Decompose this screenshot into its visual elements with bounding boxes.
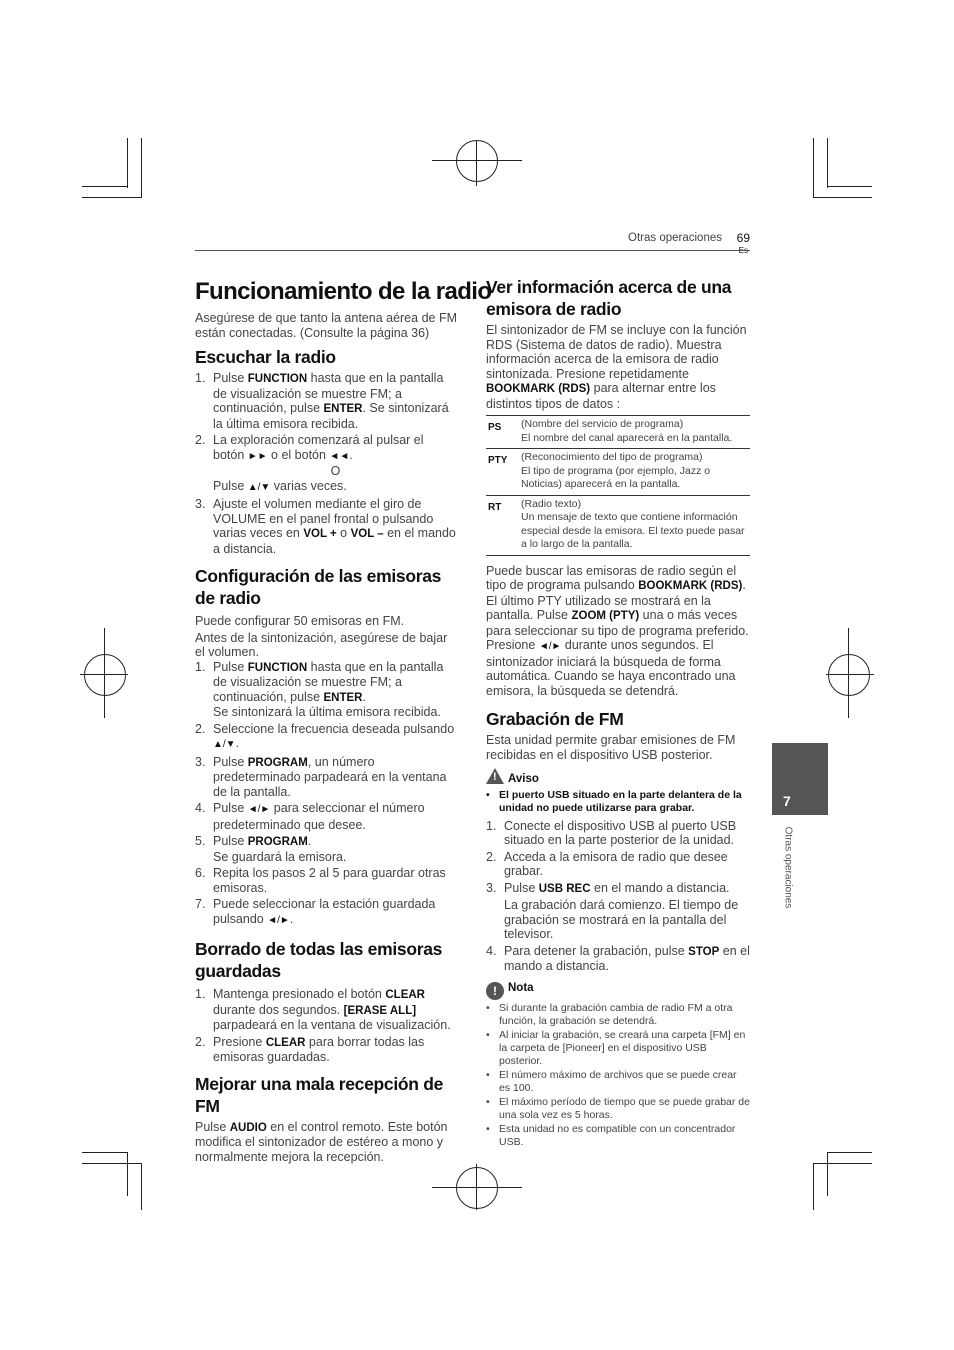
aviso-label: Aviso: [508, 773, 539, 785]
warning-icon: [486, 768, 504, 784]
borrado-steps: [195, 987, 458, 1065]
mejorar-text: Pulse AUDIO en el control remoto. Este botón modifica el sintonizador de estéreo a mono y normalmente mejora la recepción.: [195, 1119, 448, 1164]
list-item: 5. Pulse PROGRAM. Se guardará la emisora.: [195, 834, 347, 864]
list-item: 2. La exploración comenzará al pulsar el botón ►► o el botón ◄◄. O Pulse ▲/▼ varias veces.: [195, 433, 424, 493]
escuchar-steps: [195, 371, 458, 556]
ver-text: El sintonizador de FM se incluye con la función RDS (Sistema de datos de radio). Muestra información acerca de la emisora de radio sintonizada. Presione repetidamente BOOKMARK (RDS) para alternar entre los distintos tipos de datos :: [486, 323, 747, 411]
config-p1: Puede configurar 50 emisoras en FM.: [195, 614, 405, 628]
table-row: PTY (Reconocimiento del tipo de programa) El tipo de programa (por ejemplo, Jazz o Noticias) aparecerá en la pantalla.: [486, 449, 750, 496]
note-icon: !: [486, 982, 504, 1000]
list-item: 4. Para detener la grabación, pulse STOP en el mando a distancia.: [486, 943, 750, 973]
page-number: 69: [736, 231, 750, 245]
list-item: 3. Pulse PROGRAM, un número predeterminado parpadeará en la ventana de la pantalla.: [195, 754, 447, 799]
rds-table: [486, 415, 750, 556]
list-item: • El número máximo de archivos que se puede crear es 100.: [486, 1069, 750, 1095]
list-item: 1. Pulse FUNCTION hasta que en la pantalla de visualización se muestre FM; a continuación, pulse ENTER. Se sintonizará la última emisora recibida.: [195, 371, 449, 431]
header-rule: [195, 250, 750, 251]
chapter-label: Otras operaciones: [782, 826, 794, 909]
list-item: 7. Puede seleccionar la estación guardada pulsando ◄/►.: [195, 897, 436, 926]
table-row: PS (Nombre del servicio de programa) El nombre del canal aparecerá en la pantalla.: [486, 416, 750, 449]
left-right-arrows-icon: ◄/►: [267, 914, 290, 926]
grabacion-intro: Esta unidad permite grabar emisiones de FM recibidas en el dispositivo USB posterior.: [486, 733, 736, 762]
list-item: 3. Ajuste el volumen mediante el giro de VOLUME en el panel frontal o pulsando varias veces en VOL + o VOL – en el mando a distancia.: [195, 497, 456, 556]
list-item: 2. Acceda a la emisora de radio que desee grabar.: [486, 849, 728, 878]
list-item: • Al iniciar la grabación, se creará una carpeta [FM] en la carpeta de [Pioneer] en el dispositivo USB posterior.: [486, 1029, 750, 1068]
grabacion-steps: [486, 819, 750, 974]
heading-borrado: Borrado de todas las emisoras guardadas: [195, 939, 443, 981]
list-item: • El máximo período de tiempo que se puede grabar de una sola vez es 5 horas.: [486, 1096, 750, 1122]
nota-label: Nota: [508, 981, 534, 994]
aviso-box: [486, 768, 750, 815]
nota-box: [486, 980, 750, 1149]
heading-ver-informacion: Ver información acerca de una emisora de radio: [486, 277, 732, 319]
list-item: 1. Pulse FUNCTION hasta que en la pantalla de visualización se muestre FM; a continuación, pulse ENTER. Se sintonizará la última emisora recibida.: [195, 659, 444, 719]
up-down-arrows-icon: ▲/▼: [213, 739, 236, 750]
page-title: Funcionamiento de la radio: [195, 278, 492, 305]
table-row: RT (Radio texto) Un mensaje de texto que contiene información especial desde la emisora. El texto puede pasar a lo largo de la pantalla.: [486, 495, 750, 555]
heading-configuracion: Configuración de las emisoras de radio: [195, 566, 442, 608]
chapter-number: 7: [783, 793, 791, 809]
header-section: Otras operaciones: [628, 232, 722, 244]
list-item: 3. Pulse USB REC en el mando a distancia. La grabación dará comienzo. El tiempo de grabación se mostrará en la pantalla del televisor.: [486, 880, 739, 941]
pty-search-text: Puede buscar las emisoras de radio según el tipo de programa pulsando BOOKMARK (RDS). El último PTY utilizado se mostrará en la pantalla. Pulse ZOOM (PTY) una o más veces para seleccionar su tipo de programa preferido. Presione ◄/► durante unos segundos. El sintonizador iniciará la búsqueda de forma automática. Cuando se haya encontrado una emisora, la búsqueda se detendrá.: [486, 563, 749, 698]
heading-mejorar: Mejorar una mala recepción de FM: [195, 1073, 444, 1116]
list-item: • El puerto USB situado en la parte delantera de la unidad no puede utilizarse para grabar.: [486, 789, 750, 815]
list-item: 1. Mantenga presionado el botón CLEAR durante dos segundos. [ERASE ALL] parpadeará en la ventana de visualización.: [195, 987, 451, 1032]
left-right-arrows-icon: ◄/►: [538, 641, 562, 652]
fast-forward-icon: ►►: [247, 450, 268, 462]
left-column: [195, 311, 458, 1164]
intro-text: Asegúrese de que tanto la antena aérea de FM están conectadas. (Consulte la página 36): [195, 311, 457, 340]
heading-escuchar: Escuchar la radio: [195, 347, 336, 367]
up-down-arrows-icon: ▲/▼: [247, 481, 271, 493]
list-item: 2. Seleccione la frecuencia deseada pulsando ▲/▼.: [195, 721, 455, 750]
rewind-icon: ◄◄: [329, 450, 350, 462]
list-item: 1. Conecte el dispositivo USB al puerto USB situado en la parte posterior de la unidad.: [486, 818, 737, 847]
left-right-arrows-icon: ◄/►: [247, 804, 271, 815]
right-column: [486, 276, 750, 1149]
list-item: 2. Presione CLEAR para borrar todas las emisoras guardadas.: [195, 1034, 425, 1064]
config-p2: Antes de la sintonización, asegúrese de bajar el volumen.: [195, 630, 448, 659]
config-steps: [195, 660, 458, 929]
list-item: • Esta unidad no es compatible con un concentrador USB.: [486, 1123, 750, 1149]
list-item: 6. Repita los pasos 2 al 5 para guardar otras emisoras.: [195, 866, 446, 895]
chapter-tab: [772, 743, 828, 815]
heading-grabacion: Grabación de FM: [486, 709, 624, 729]
list-item: • Si durante la grabación cambia de radio FM a otra función, la grabación se detendrá.: [486, 1002, 750, 1028]
list-item: 4. Pulse ◄/► para seleccionar el número predeterminado que desee.: [195, 801, 425, 832]
